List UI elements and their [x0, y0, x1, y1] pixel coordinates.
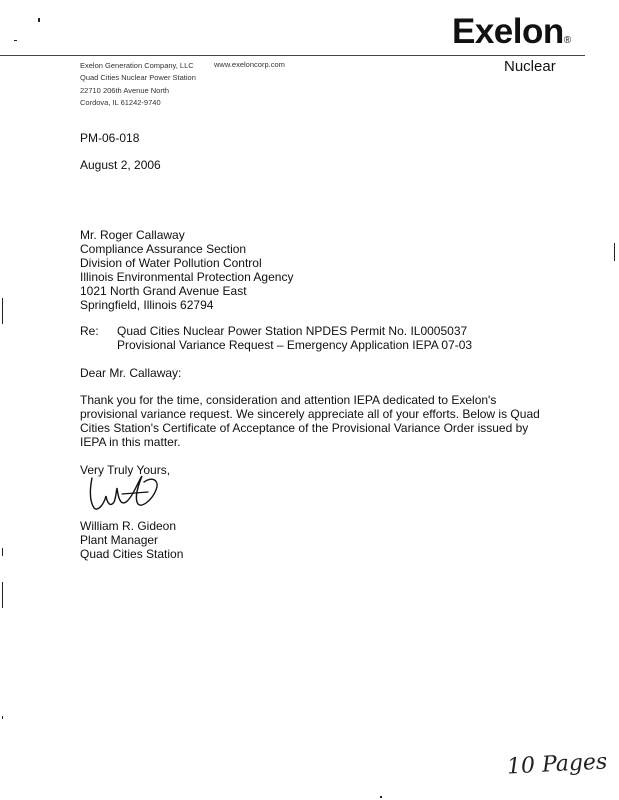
body-line: Thank you for the time, consideration and attention IEPA dedicated to Exelon's	[80, 393, 497, 407]
scan-mark	[2, 298, 3, 324]
header-rule	[0, 55, 585, 56]
signer-location: Quad Cities Station	[80, 547, 184, 561]
recipient-line: Compliance Assurance Section	[80, 242, 247, 256]
signer-name: William R. Gideon	[80, 519, 177, 533]
address-line: Exelon Generation Company, LLC	[80, 61, 194, 70]
scan-mark	[2, 582, 3, 608]
recipient-address	[80, 228, 293, 312]
scan-mark	[2, 548, 3, 556]
subject-line: Quad Cities Nuclear Power Station NPDES Permit No. IL0005037	[117, 324, 468, 338]
logo-division: Nuclear	[504, 58, 556, 75]
subject-line: Provisional Variance Request – Emergency Application IEPA 07-03	[117, 338, 473, 352]
scan-mark	[614, 243, 615, 261]
scan-speck	[38, 18, 40, 22]
registered-mark: ®	[563, 35, 571, 46]
subject-label: Re:	[80, 324, 99, 338]
closing: Very Truly Yours,	[80, 463, 171, 477]
logo-text: Exelon	[452, 12, 564, 51]
handwritten-page-count: 10 Pages	[506, 749, 608, 780]
scan-speck	[14, 40, 17, 41]
address-line: 22710 206th Avenue North	[80, 85, 170, 95]
letter-date: August 2, 2006	[80, 158, 161, 172]
body-line: provisional variance request. We sincerely appreciate all of your efforts. Below is Quad	[80, 407, 540, 421]
recipient-line: Illinois Environmental Protection Agency	[80, 270, 294, 284]
scan-speck	[380, 796, 382, 798]
signature-image	[86, 468, 166, 514]
signer-block	[80, 519, 183, 561]
subject-lines	[117, 324, 472, 352]
address-line: Quad Cities Nuclear Power Station	[80, 73, 196, 83]
body-paragraph	[80, 393, 600, 449]
body-line: IEPA in this matter.	[80, 435, 181, 449]
signer-title: Plant Manager	[80, 533, 159, 547]
reference-number: PM-06-018	[80, 131, 140, 145]
recipient-line: Mr. Roger Callaway	[80, 228, 185, 242]
recipient-line: 1021 North Grand Avenue East	[80, 284, 247, 298]
recipient-line: Division of Water Pollution Control	[80, 256, 262, 270]
salutation: Dear Mr. Callaway:	[80, 366, 182, 380]
body-line: Cities Station's Certificate of Acceptance of the Provisional Variance Order issued by	[80, 421, 529, 435]
website: www.exeloncorp.com	[214, 60, 285, 69]
exelon-logo	[452, 12, 571, 61]
recipient-line: Springfield, Illinois 62794	[80, 298, 214, 312]
address-line: Cordova, IL 61242-9740	[80, 97, 161, 107]
scan-speck	[2, 716, 3, 719]
sender-address	[80, 60, 196, 109]
